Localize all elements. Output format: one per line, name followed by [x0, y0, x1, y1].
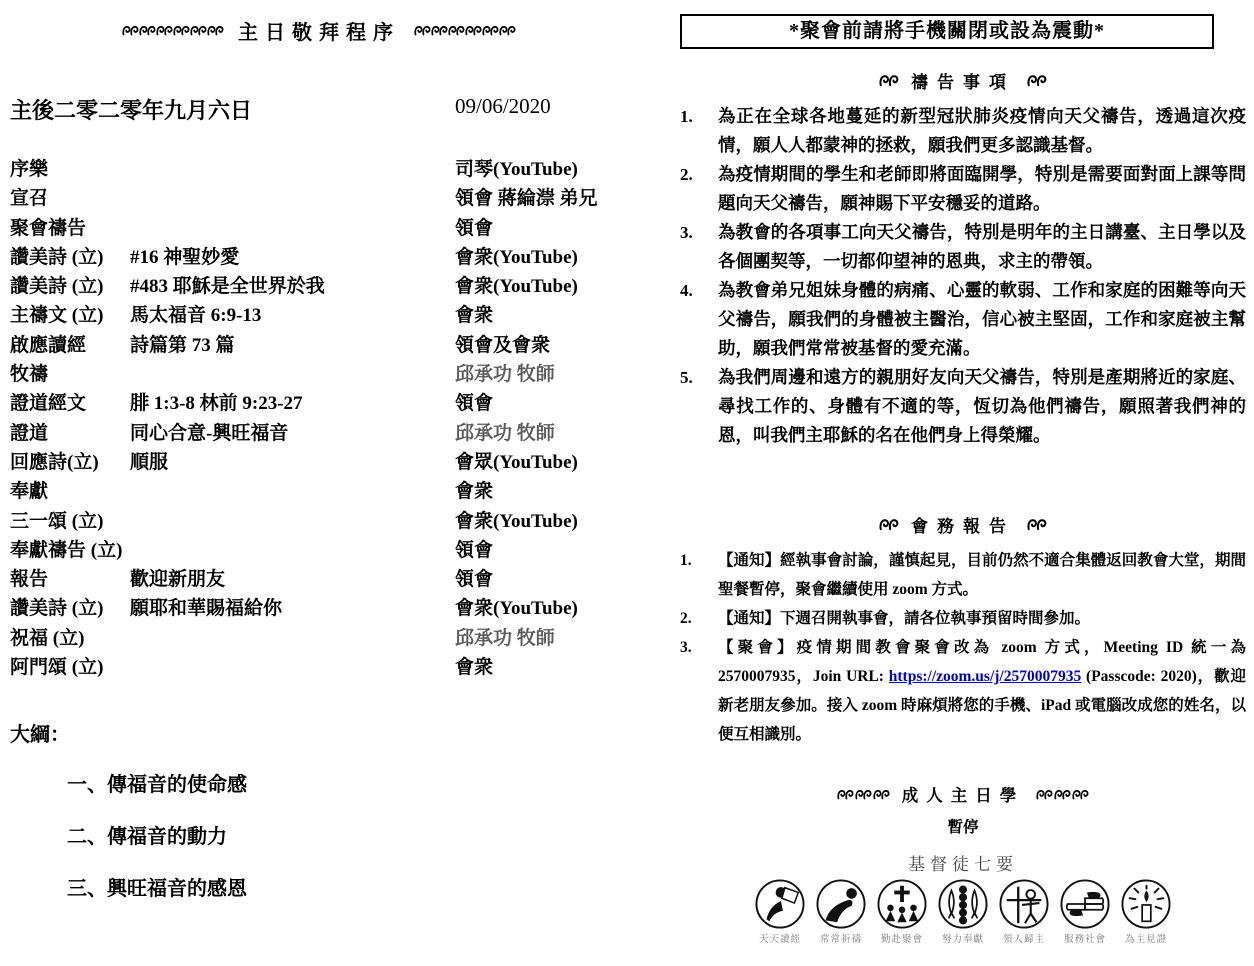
prayer-item	[680, 160, 1246, 218]
item-text: 為教會的各項事工向天父禱告，特別是明年的主日講臺、主日學以及各個團契等，一切都仰望神的恩典，求主的帶領。	[718, 222, 1246, 271]
essential-label: 為主見證	[1124, 934, 1167, 945]
essential-item	[1056, 879, 1114, 945]
essential-item	[1117, 879, 1175, 945]
program-who: 會衆	[455, 305, 494, 327]
item-number: 2.	[680, 165, 693, 184]
pray-icon	[816, 879, 866, 929]
program-row	[10, 536, 628, 565]
program-detail: 願耶和華賜福給你	[130, 598, 283, 620]
program-detail: #483 耶穌是全世界於我	[130, 276, 325, 298]
program-row	[10, 301, 628, 330]
program-who: 會衆(YouTube)	[455, 276, 578, 298]
essential-label: 努力奉獻	[941, 934, 984, 945]
item-number: 1.	[680, 107, 693, 126]
program-row	[10, 243, 628, 272]
program-who: 會眾(YouTube)	[455, 451, 578, 473]
item-number: 3.	[680, 223, 693, 242]
zoom-meeting-link[interactable]: https://zoom.us/j/2570007935	[888, 668, 1082, 685]
item-text	[718, 633, 1246, 749]
read-bible-icon	[755, 879, 805, 929]
announcements-title: 會務報告	[911, 517, 1015, 536]
program-row	[10, 624, 628, 653]
serve-society-icon	[1060, 879, 1110, 929]
outline-point: 一、傳福音的使命感	[67, 774, 247, 797]
program-item: 讚美詩 (立)	[10, 598, 104, 620]
program-who: 領會 蔣綸漴 弟兄	[455, 188, 598, 210]
program-row	[10, 389, 628, 418]
program-item: 聚會禱告	[10, 217, 87, 239]
essential-label: 服務社會	[1063, 934, 1106, 945]
program-title-row	[10, 16, 628, 45]
program-item: 祝福 (立)	[10, 627, 85, 649]
ornament-chain-right-icon	[414, 25, 516, 36]
announcements-section-heading	[680, 512, 1246, 537]
program-item: 回應詩(立)	[10, 451, 99, 473]
program-row	[10, 448, 628, 477]
prayer-title: 禱告事項	[911, 73, 1015, 92]
zoom-info-text: (Passcode: 2020)，歡迎新老朋友參加。接入 zoom 時麻煩將您的手機、iPad 或電腦改成您的姓名，以便互相識別。	[718, 668, 1246, 743]
program-who: 領會	[455, 569, 494, 591]
seven-essentials-icons	[680, 879, 1246, 945]
prayer-item	[680, 218, 1246, 276]
program-detail: 腓 1:3-8 林前 9:23-27	[130, 393, 303, 415]
program-who: 領會及會衆	[455, 334, 551, 356]
program-item: 奉獻	[10, 481, 49, 503]
program-detail: 順服	[130, 451, 169, 473]
program-detail: #16 神聖妙愛	[130, 246, 240, 268]
item-text: 【通知】下週召開執事會，請各位執事預留時間參加。	[718, 610, 1091, 627]
item-text: 為我們周邊和遠方的親朋好友向天父禱告，特別是產期將近的家庭、尋找工作的、身體有不適的等，恆切為他們禱告，願照著我們神的恩，叫我們主耶穌的名在他們身上得榮耀。	[718, 367, 1246, 445]
lead-to-lord-icon	[999, 879, 1049, 929]
program-item: 證道	[10, 422, 49, 444]
program-who: 會衆	[455, 657, 494, 679]
program-table	[10, 155, 628, 682]
page-title: 主日敬拜程序	[238, 22, 400, 44]
phone-notice-box: *聚會前請將手機關閉或設為震動*	[680, 14, 1214, 49]
program-row	[10, 565, 628, 594]
essential-item	[751, 879, 809, 945]
ornament-icon	[879, 518, 899, 531]
program-item: 讚美詩 (立)	[10, 246, 104, 268]
program-item: 主禱文 (立)	[10, 305, 104, 327]
program-detail	[130, 653, 455, 682]
item-number: 4.	[680, 281, 693, 300]
ornament-chain-icon	[837, 789, 890, 800]
program-row	[10, 155, 628, 184]
adult-sunday-school-heading	[680, 782, 1246, 806]
essential-item	[995, 879, 1053, 945]
ornament-icon	[1027, 74, 1047, 87]
program-detail	[130, 155, 455, 184]
prayer-list	[680, 102, 1246, 450]
program-row	[10, 331, 628, 360]
essential-item	[812, 879, 870, 945]
program-row	[10, 653, 628, 682]
zoom-info-text: 【聚會】疫情期間教會聚會改為 zoom 方式，Meeting ID 統一為 2570007935，Join URL:	[718, 639, 1246, 685]
item-text: 為教會弟兄姐妹身體的病痛、心靈的軟弱、工作和家庭的困難等向天父禱告，願我們的身體被主醫治，信心被主堅固，工作和家庭被主幫助，願我們常常被基督的愛充滿。	[718, 280, 1246, 358]
offering-icon	[938, 879, 988, 929]
ornament-icon	[1027, 518, 1047, 531]
essential-item	[934, 879, 992, 945]
item-text: 為正在全球各地蔓延的新型冠狀肺炎疫情向天父禱告，透過這次疫情，願人人都蒙神的拯救，願我們更多認識基督。	[718, 106, 1246, 155]
program-who: 領會	[455, 393, 494, 415]
ornament-chain-icon	[1036, 789, 1089, 800]
prayer-section-heading	[680, 68, 1246, 93]
program-row	[10, 272, 628, 301]
announcements-list	[680, 546, 1246, 749]
program-detail: 詩篇第 73 篇	[130, 334, 235, 356]
program-detail	[130, 507, 455, 536]
program-detail	[130, 477, 455, 506]
item-number: 2.	[680, 610, 692, 627]
program-item: 證道經文	[10, 393, 87, 415]
announcement-item	[680, 604, 1246, 633]
date-numeric: 09/06/2020	[455, 94, 551, 118]
essential-label: 常常祈禱	[819, 934, 862, 945]
prayer-item	[680, 363, 1246, 450]
program-item: 讚美詩 (立)	[10, 276, 104, 298]
program-row	[10, 184, 628, 213]
item-number: 1.	[680, 552, 692, 569]
school-title: 成人主日學	[901, 786, 1025, 805]
program-who: 會衆(YouTube)	[455, 598, 578, 620]
program-item: 啟應讀經	[10, 334, 87, 356]
program-item: 阿門頌 (立)	[10, 657, 104, 679]
program-item: 三一頌 (立)	[10, 510, 104, 532]
item-text: 為疫情期間的學生和老師即將面臨開學，特別是需要面對面上課等問題向天父禱告，願神賜下平安穩妥的道路。	[718, 164, 1246, 213]
ornament-icon	[879, 74, 899, 87]
program-row	[10, 507, 628, 536]
worship-program-column	[10, 0, 628, 903]
date-row	[10, 94, 628, 125]
program-detail	[130, 214, 455, 243]
essential-item	[873, 879, 931, 945]
program-row	[10, 214, 628, 243]
program-detail	[130, 184, 455, 213]
witness-icon	[1121, 879, 1171, 929]
item-text: 【通知】經執事會討論，謹慎起見，目前仍然不適合集體返回教會大堂，期間聖餐暫停，聚會繼續使用 zoom 方式。	[718, 552, 1246, 598]
prayer-item	[680, 276, 1246, 363]
program-row	[10, 419, 628, 448]
program-row	[10, 360, 628, 389]
program-who: 領會	[455, 539, 494, 561]
announcement-item	[680, 633, 1246, 749]
outline-point: 三、興旺福音的感恩	[67, 878, 247, 901]
outline-heading: 大綱：	[10, 724, 70, 747]
program-item: 牧禱	[10, 364, 49, 386]
prayer-item	[680, 102, 1246, 160]
program-detail: 同心合意-興旺福音	[130, 422, 289, 444]
program-who: 會衆(YouTube)	[455, 510, 578, 532]
program-detail	[130, 536, 455, 565]
program-item: 序樂	[10, 159, 49, 180]
seven-essentials-title: 基督徒七要	[908, 855, 1018, 874]
program-who: 邱承功 牧師	[455, 422, 555, 444]
program-who: 邱承功 牧師	[455, 364, 555, 386]
announcements-column	[680, 0, 1246, 945]
program-who: 邱承功 牧師	[455, 627, 555, 649]
program-who: 會衆	[455, 481, 494, 503]
program-row	[10, 594, 628, 623]
program-detail: 歡迎新朋友	[130, 569, 226, 591]
program-who: 司琴(YouTube)	[455, 159, 578, 180]
program-row	[10, 477, 628, 506]
essential-label: 天天讀經	[758, 934, 801, 945]
item-number: 3.	[680, 639, 692, 656]
essential-label: 勤赴聚會	[880, 934, 923, 945]
program-item: 奉獻禱告 (立)	[10, 539, 123, 561]
program-who: 領會	[455, 217, 494, 239]
program-item: 宣召	[10, 188, 49, 210]
item-number: 5.	[680, 368, 693, 387]
program-who: 會衆(YouTube)	[455, 246, 578, 268]
program-item: 報告	[10, 569, 49, 591]
program-detail	[130, 624, 455, 653]
program-detail: 馬太福音 6:9-13	[130, 305, 262, 327]
attend-meetings-icon	[877, 879, 927, 929]
essential-label: 領人歸主	[1002, 934, 1045, 945]
program-detail	[130, 360, 455, 389]
ornament-chain-left-icon	[122, 25, 224, 36]
school-status: 暫停	[947, 819, 979, 836]
date-chinese: 主後二零二零年九月六日	[10, 98, 253, 123]
announcement-item	[680, 546, 1246, 604]
outline-point: 二、傳福音的動力	[67, 826, 227, 849]
